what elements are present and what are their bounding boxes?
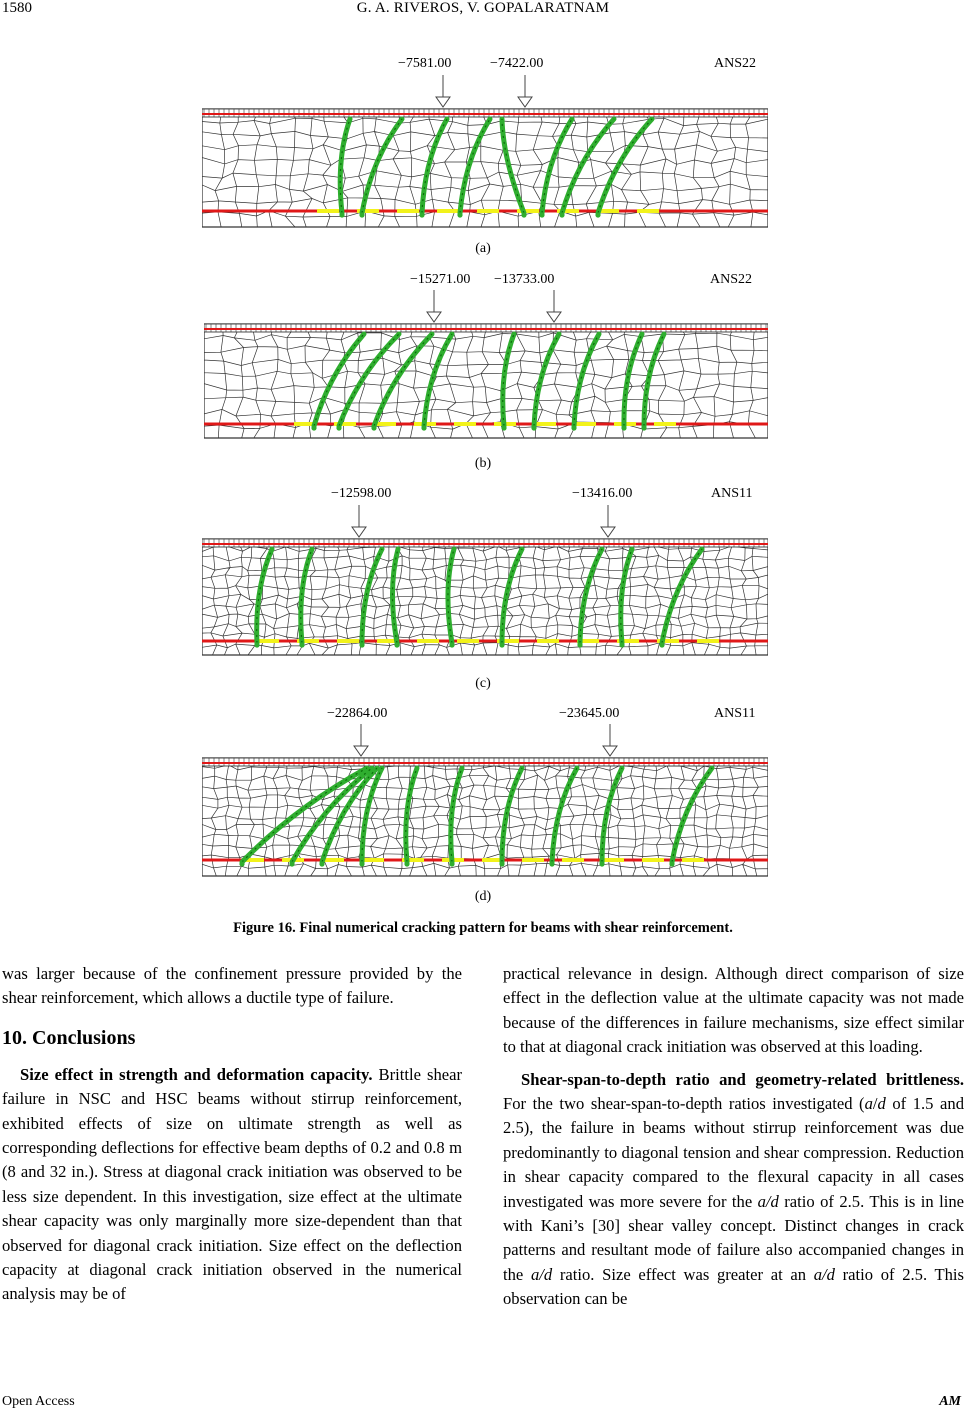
panel-a-beam-mesh: [202, 73, 768, 233]
panel-d-sublabel: (d): [474, 889, 492, 904]
panel-b-load-left: −15271.00: [410, 272, 471, 287]
panel-c-load-left: −12598.00: [331, 486, 392, 501]
panel-a-load-left: −7581.00: [398, 56, 452, 71]
text-run: ratio. Size effect was greater at an: [552, 1264, 814, 1284]
panel-d-tag: ANS11: [714, 706, 756, 721]
figure-caption: Figure 16. Final numerical cracking pattern for beams with shear reinforcement.: [233, 920, 733, 936]
text-run: ratio of 2.5. This is in line with Kani’s [30] shear valley concept. Distinct changes in crack patterns and resultant mode of failure also accompanied changes in the: [503, 1191, 964, 1284]
italic-ad: a/d: [813, 1264, 835, 1284]
panel-c-beam-mesh: [202, 503, 768, 661]
italic-ad: a/d: [757, 1191, 779, 1211]
page-number: 1580: [2, 0, 32, 16]
paragraph-lead-size-effect: Size effect in strength and deformation capacity.: [20, 1064, 373, 1084]
paragraph-lead-shear-span: Shear-span-to-depth ratio and geometry-related brittleness.: [521, 1069, 964, 1089]
text-run: /: [872, 1094, 878, 1114]
right-column: [503, 962, 964, 1312]
panel-c-load-right: −13416.00: [572, 486, 633, 501]
text-run: of 1.5 and 2.5), the failure in beams without stirrup reinforcement was due predominantly to diagonal tension and shear compression. Reduction in shear capacity compared to the flexural capacity in all cases investigated was more severe for the: [503, 1094, 964, 1211]
footer-journal-abbrev: AM: [939, 1394, 961, 1409]
paragraph-body-size-effect: Brittle shear failure in NSC and HSC beams without stirrup reinforcement, exhibited effects of size on ultimate strength as well as corresponding deflections for effective beam depths of 0.2 and 0.8 m (8 and 32 in.). Stress at diagonal crack initiation was observed to be less size dependent. In this investigation, size effect at the ultimate shear capacity was only marginally more size-dependent than that observed for diagonal crack initiation. Size effect on the deflection capacity at diagonal crack initiation observed in the numerical analysis may be of: [2, 1064, 462, 1304]
section-heading-conclusions: 10. Conclusions: [2, 1026, 136, 1049]
panel-a-tag: ANS22: [714, 56, 757, 71]
running-title: G. A. RIVEROS, V. GOPALARATNAM: [356, 0, 610, 16]
panel-a-sublabel: (a): [475, 241, 491, 256]
panel-d-load-left: −22864.00: [327, 706, 388, 721]
panel-b-beam-mesh: [204, 288, 768, 444]
panel-b-tag: ANS22: [710, 272, 753, 287]
panel-d-beam-mesh: [202, 722, 768, 882]
italic-d: d: [877, 1094, 886, 1114]
italic-ad: a/d: [530, 1264, 553, 1284]
panel-c-sublabel: (c): [475, 676, 491, 691]
footer-open-access: Open Access: [2, 1394, 75, 1409]
left-column: [2, 962, 462, 1307]
text-run: For the two shear-span-to-depth ratios investigated (: [503, 1094, 865, 1114]
text-run: ratio of 2.5. This observation can be: [503, 1264, 965, 1309]
italic-a: a: [864, 1094, 873, 1114]
panel-b-load-right: −13733.00: [494, 272, 555, 287]
left-paragraph-1: was larger because of the confinement pressure provided by the shear reinforcement, which allows a ductile type of failure.: [2, 964, 462, 1008]
right-paragraph-1: practical relevance in design. Although direct comparison of size effect in the deflection value at the ultimate capacity was not made because of the differences in failure mechanisms, size effect similar to that at diagonal crack initiation was observed at this loading.: [503, 964, 964, 1057]
panel-d-load-right: −23645.00: [559, 706, 620, 721]
panel-b-sublabel: (b): [474, 456, 492, 471]
left-paragraph-2: [2, 1063, 462, 1307]
panel-c-tag: ANS11: [711, 486, 753, 501]
right-paragraph-2: [503, 1068, 964, 1312]
panel-a-load-right: −7422.00: [490, 56, 544, 71]
